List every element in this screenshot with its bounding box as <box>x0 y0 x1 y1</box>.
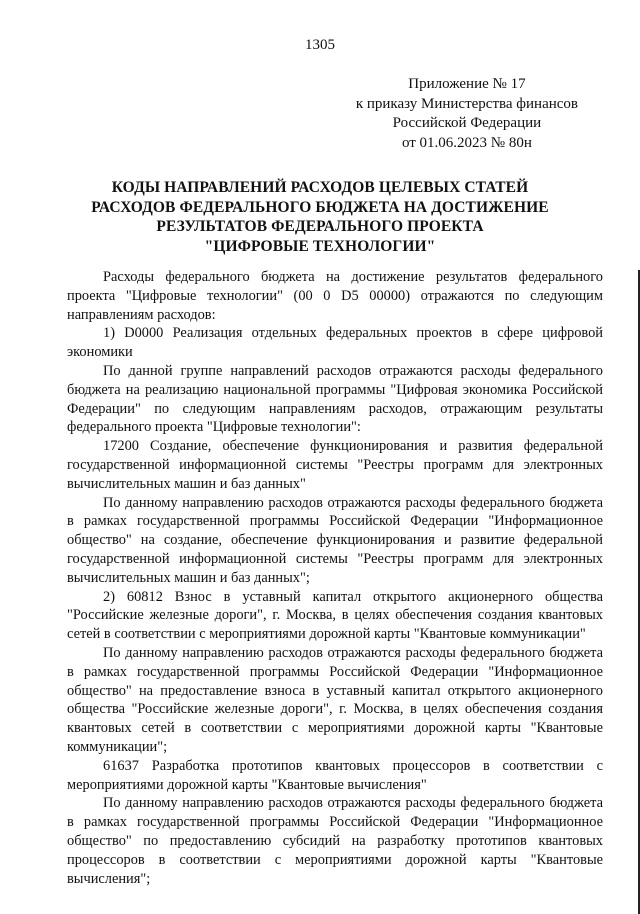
title-line: РЕЗУЛЬТАТОВ ФЕДЕРАЛЬНОГО ПРОЕКТА <box>156 218 484 235</box>
paragraph: По данному направлению расходов отражаются расходы федерального бюджета в рамках государственной программы Российской Федерации "Информационное общество" по предоставлению субсидий на разработку прототипов квантовых процессоров в соответствии с мероприятиями дорожной карты "Квантовые вычисления"; <box>67 795 603 887</box>
paragraph: По данной группе направлений расходов отражаются расходы федерального бюджета на реализацию национальной программы "Цифровая экономика Российской Федерации" по следующим направлениям расходов, отражающим результаты федерального проекта "Цифровые технологии": <box>67 362 603 436</box>
paragraph: 17200 Создание, обеспечение функционирования и развития федеральной государственной информационной системы "Реестры программ для электронных вычислительных машин и баз данных" <box>67 438 603 492</box>
document-body <box>67 268 603 888</box>
title-line: КОДЫ НАПРАВЛЕНИЙ РАСХОДОВ ЦЕЛЕВЫХ СТАТЕЙ <box>111 179 529 196</box>
page-number: 1305 <box>305 37 335 53</box>
appendix-line: к приказу Министерства финансов <box>355 95 578 112</box>
paragraph: 2) 60812 Взнос в уставный капитал открытого акционерного общества "Российские железные дороги", г. Москва, в целях обеспечения создания квантовых сетей в соответствии с мероприятиями дорожной карты "Квантовые коммуникации" <box>67 588 603 643</box>
appendix-line: Приложение № 17 <box>408 76 526 92</box>
paragraph: 1) D0000 Реализация отдельных федеральных проектов в сфере цифровой экономики <box>67 325 603 361</box>
title-line: РАСХОДОВ ФЕДЕРАЛЬНОГО БЮДЖЕТА НА ДОСТИЖЕНИЕ <box>91 198 549 216</box>
appendix-line: Российской Федерации <box>392 115 542 131</box>
paragraph: Расходы федерального бюджета на достижение результатов федерального проекта "Цифровые технологии" (00 0 D5 00000) отражаются по следующим направлениям расходов: <box>67 269 603 323</box>
appendix-block <box>356 75 578 153</box>
paragraph: По данному направлению расходов отражаются расходы федерального бюджета в рамках государственной программы Российской Федерации "Информационное общество" на создание, обеспечение функционирования и развитие федеральной государственной информационной системы "Реестры программ для электронных вычислительных машин и баз данных"; <box>67 494 603 586</box>
document-title <box>60 178 580 256</box>
appendix-line: от 01.06.2023 № 80н <box>401 134 532 151</box>
paragraph: По данному направлению расходов отражаются расходы федерального бюджета в рамках государственной программы Российской Федерации "Информационное общество" на предоставление взноса в уставный капитал открытого акционерного общества "Российские железные дороги", г. Москва, в целях обеспечения создания квантовых сетей в соответствии с мероприятиями дорожной карты "Квантовые коммуникации"; <box>67 644 603 755</box>
paragraph: 61637 Разработка прототипов квантовых процессоров в соответствии с мероприятиями дорожной карты "Квантовые вычисления" <box>67 757 603 793</box>
title-line: "ЦИФРОВЫЕ ТЕХНОЛОГИИ" <box>204 237 436 255</box>
